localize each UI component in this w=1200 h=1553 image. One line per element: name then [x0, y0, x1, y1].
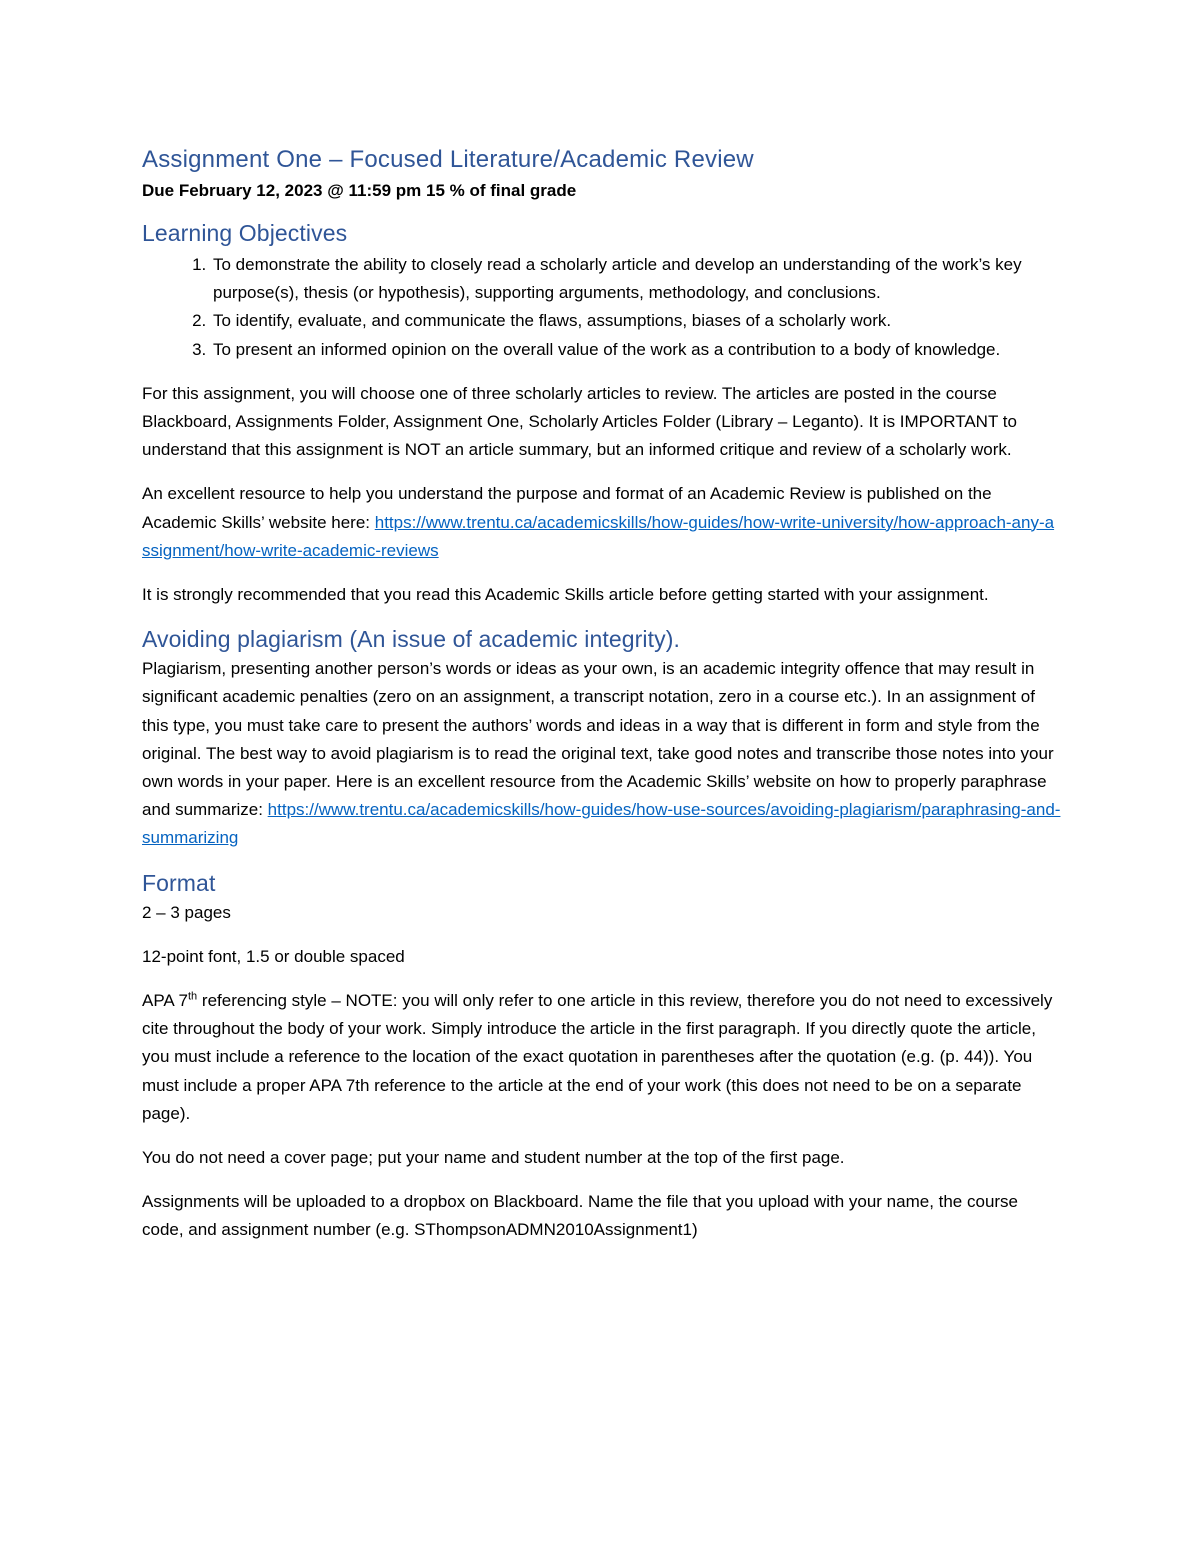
apa-prefix: APA 7 [142, 991, 188, 1011]
academic-reviews-link[interactable]: https://www.trentu.ca/academicskills/how-guides/how-write-university/how-approach-any-assignment/how-write-academic-reviews [142, 512, 1055, 560]
document-page [142, 143, 1062, 1245]
resource-text: An excellent resource to help you understand the purpose and format of an Academic Review is published on the Academic Skills’ website here: [142, 484, 992, 532]
paraphrasing-link[interactable]: https://www.trentu.ca/academicskills/how-guides/how-use-sources/avoiding-plagiarism/paraphrasing-and-summarizing [142, 800, 1061, 848]
plagiarism-text: Plagiarism, presenting another person’s words or ideas as your own, is an academic integrity offence that may result in significant academic penalties (zero on an assignment, a transcript notation, zero in a course etc.). In an assignment of this type, you must take care to present the authors’ words and ideas in a way that is different in form and style from the original. The best way to avoid plagiarism is to read the original text, take good notes and transcribe those notes into your own words in your paper. Here is an excellent resource from the Academic Skills’ website on how to properly paraphrase and summarize: [142, 659, 1054, 820]
format-pages: 2 – 3 pages [142, 902, 231, 922]
list-item: 2. To identify, evaluate, and communicate the flaws, assumptions, biases of a scholarly work. [211, 307, 1062, 335]
format-heading: Format [142, 869, 216, 896]
recommendation-paragraph: It is strongly recommended that you read this Academic Skills article before getting started with your assignment. [142, 585, 989, 605]
format-font: 12-point font, 1.5 or double spaced [142, 946, 405, 966]
learning-objectives-heading: Learning Objectives [142, 220, 348, 246]
format-upload-paragraph: Assignments will be uploaded to a dropbox on Blackboard. Name the file that you upload with your name, the course code, and assignment number (e.g. SThompsonADMN2010Assignment1) [142, 1192, 1019, 1240]
apa-text: referencing style – NOTE: you will only refer to one article in this review, therefore you do not need to excessively cite throughout the body of your work. Simply introduce the article in the first paragraph. If you directly quote the article, you must include a reference to the location of the exact quotation in parentheses after the quotation (e.g. (p. 44)). You must include a proper APA 7th reference to the article at the end of your work (this does not need to be on a separate page). [142, 991, 1053, 1123]
format-cover-paragraph: You do not need a cover page; put your name and student number at the top of the first page. [142, 1148, 845, 1168]
format-apa-paragraph [142, 987, 1062, 1128]
due-date-line: Due February 12, 2023 @ 11:59 pm 15 % of final grade [142, 181, 577, 200]
intro-paragraph: For this assignment, you will choose one of three scholarly articles to review. The articles are posted in the course Blackboard, Assignments Folder, Assignment One, Scholarly Articles Folder (Library – Leganto). It is IMPORTANT to understand that this assignment is NOT an article summary, but an informed critique and review of a scholarly work. [142, 383, 1017, 460]
resource-paragraph [142, 480, 1062, 565]
plagiarism-heading: Avoiding plagiarism (An issue of academic integrity). [142, 626, 680, 653]
list-item: 3. To present an informed opinion on the overall value of the work as a contribution to a body of knowledge. [211, 336, 1062, 364]
list-item: 1. To demonstrate the ability to closely read a scholarly article and develop an understanding of the work’s key purpose(s), thesis (or hypothesis), supporting arguments, methodology, and conclusions. [211, 251, 1062, 307]
learning-objectives-list [142, 251, 1062, 364]
plagiarism-paragraph [142, 655, 1062, 852]
document-title: Assignment One – Focused Literature/Academic Review [142, 146, 754, 173]
apa-superscript: th [188, 990, 198, 1003]
